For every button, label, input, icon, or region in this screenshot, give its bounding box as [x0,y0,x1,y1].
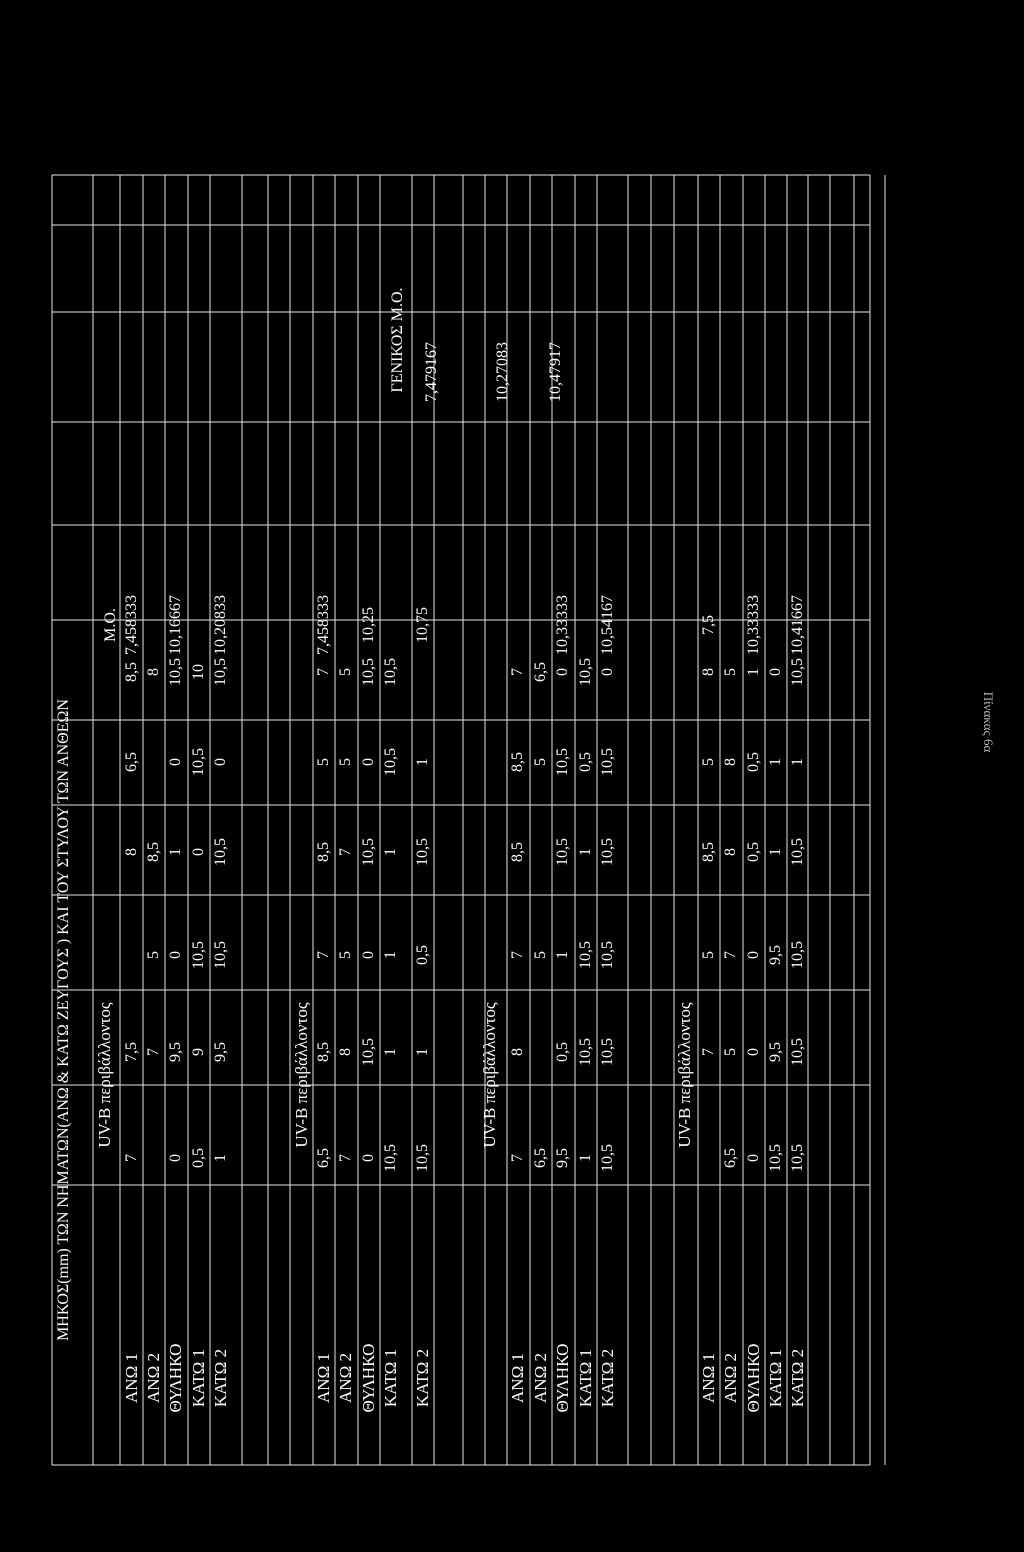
table-cell: 1 [414,758,431,766]
table-cell: 0 [360,1154,377,1162]
table-cell: 1 [382,1048,399,1056]
row-label: ΚΑΤΩ 1 [766,1348,785,1408]
table-cell: 5 [145,951,162,959]
table-cell: 0 [360,758,377,766]
table-cell: 8 [145,668,162,676]
table-cell: 10,5 [554,748,571,776]
table-cell: 7 [315,951,332,959]
table-cell: 1 [382,848,399,856]
mean-cell: 10,20833 [212,595,229,655]
table-cell: 8 [337,1048,354,1056]
table-cell: 10,5 [382,1144,399,1172]
row-label: ΘΥΛΗΚΟ [359,1343,378,1413]
table-cell: 0,5 [414,945,431,965]
table-cell: 10,5 [599,941,616,969]
table-cell: 10,5 [789,658,806,686]
mean-header: Μ.Ο. [102,608,119,642]
table-cell: 8,5 [315,1042,332,1062]
row-label: ΚΑΤΩ 2 [413,1348,432,1408]
table-cell: 5 [337,668,354,676]
table-cell: 10,5 [360,1038,377,1066]
table-cell: 10,5 [167,658,184,686]
group-label: UV-B περιβάλλοντος [675,1002,694,1148]
table-cell: 0,5 [554,1042,571,1062]
row-label: ΑΝΩ 2 [721,1353,740,1403]
row-label: ΑΝΩ 2 [144,1353,163,1403]
table-cell: 10,5 [599,748,616,776]
table-cell: 5 [722,668,739,676]
table-cell: 10,5 [554,838,571,866]
table-cell: 9 [190,1048,207,1056]
table-cell: 8 [722,758,739,766]
table-cell: 8,5 [509,752,526,772]
table-cell: 0 [167,758,184,766]
mean-cell: 10,16667 [167,595,184,655]
table-cell: 0 [190,848,207,856]
table-cell: 8 [509,1048,526,1056]
table-cell: 8,5 [123,662,140,682]
table-cell: 10,5 [789,838,806,866]
table-cell: 7 [315,668,332,676]
row-label: ΘΥΛΗΚΟ [744,1343,763,1413]
mean-cell: 7,5 [700,615,717,635]
table-cell: 10 [190,664,207,680]
table-cell: 0,5 [745,752,762,772]
table-cell: 5 [315,758,332,766]
table-cell: 5 [700,758,717,766]
table-cell: 1 [167,848,184,856]
table-title: ΜΗΚΟΣ(mm) ΤΩΝ ΝΗΜΑΤΩΝ(ΑΝΩ & ΚΑΤΩ ΖΕΥΓΟΥΣ ) ΚΑΙ ΤΟΥ ΣΤΥΛΟΥ ΤΩΝ ΑΝΘΕΩΝ [55,699,72,1341]
table-cell: 5 [700,951,717,959]
table-cell: 7 [509,951,526,959]
table-cell: 6,5 [532,662,549,682]
table-cell: 7 [337,848,354,856]
table-cell: 10,5 [212,658,229,686]
table-cell: 0 [767,668,784,676]
mean-cell: 10,33333 [554,595,571,655]
table-cell: 7 [145,1048,162,1056]
table-cell: 10,5 [360,838,377,866]
group-label: UV-B περιβάλλοντος [95,1002,114,1148]
mean-cell: 10,41667 [789,595,806,655]
table-cell: 1 [577,848,594,856]
mean-cell: 7,458333 [315,595,332,655]
mean-cell: 10,75 [414,607,431,643]
table-cell: 1 [577,1154,594,1162]
table-cell: 1 [745,668,762,676]
table-cell: 10,5 [360,658,377,686]
table-cell: 10,5 [789,941,806,969]
row-label: ΚΑΤΩ 2 [211,1348,230,1408]
table-cell: 6,5 [315,1148,332,1168]
table-cell: 6,5 [532,1148,549,1168]
table-cell: 10,5 [382,658,399,686]
table-cell: 7 [509,1154,526,1162]
group-label: UV-B περιβάλλοντος [480,1002,499,1148]
row-label: ΑΝΩ 1 [508,1353,527,1403]
table-cell: 0,5 [577,752,594,772]
row-label: ΚΑΤΩ 2 [598,1348,617,1408]
table-cell: 10,5 [577,658,594,686]
table-cell: 10,5 [190,748,207,776]
table-cell: 1 [767,848,784,856]
table-cell: 0,5 [745,842,762,862]
general-mean-cell: 10,47917 [547,342,564,402]
row-label: ΑΝΩ 2 [531,1353,550,1403]
table-cell: 10,5 [767,1144,784,1172]
row-label: ΚΑΤΩ 1 [576,1348,595,1408]
table-cell: 1 [789,758,806,766]
table-cell: 10,5 [212,838,229,866]
general-mean-cell: 10,27083 [494,342,511,402]
row-label: ΘΥΛΗΚΟ [553,1343,572,1413]
table-cell: 1 [382,951,399,959]
table-cell: 7 [722,951,739,959]
row-label: ΑΝΩ 1 [314,1353,333,1403]
table-cell: 1 [212,1154,229,1162]
row-label: ΚΑΤΩ 2 [788,1348,807,1408]
table-cell: 6,5 [722,1148,739,1168]
table-cell: 8,5 [145,842,162,862]
table-cell: 0 [745,1048,762,1056]
row-label: ΚΑΤΩ 1 [189,1348,208,1408]
table-cell: 7 [337,1154,354,1162]
table-cell: 8 [700,668,717,676]
row-label: ΑΝΩ 1 [699,1353,718,1403]
table-cell: 7 [700,1048,717,1056]
mean-cell: 10,33333 [745,595,762,655]
table-cell: 7 [123,1154,140,1162]
table-cell: 1 [414,1048,431,1056]
row-label: ΘΥΛΗΚΟ [166,1343,185,1413]
table-cell: 10,5 [414,838,431,866]
table-cell: 10,5 [599,1038,616,1066]
table-cell: 9,5 [554,1148,571,1168]
table-cell: 0 [599,668,616,676]
table-cell: 9,5 [167,1042,184,1062]
table-cell: 0 [167,1154,184,1162]
group-label: UV-B περιβάλλοντος [292,1002,311,1148]
table-cell: 0 [554,668,571,676]
table-cell: 8,5 [509,842,526,862]
row-label: ΑΝΩ 2 [336,1353,355,1403]
table-cell: 5 [337,951,354,959]
table-cell: 9,5 [212,1042,229,1062]
table-cell: 1 [554,951,571,959]
table-cell: 6,5 [123,752,140,772]
table-cell: 0 [212,758,229,766]
table-cell: 0 [360,951,377,959]
table-cell: 5 [532,951,549,959]
table-cell: 0 [745,951,762,959]
table-cell: 10,5 [212,941,229,969]
table-cell: 10,5 [382,748,399,776]
row-label: ΚΑΤΩ 1 [381,1348,400,1408]
table-cell: 0 [167,951,184,959]
table-cell: 9,5 [767,1042,784,1062]
table-cell: 8,5 [700,842,717,862]
general-mean-header: ΓΕΝΙΚΟΣ Μ.Ο. [389,287,406,393]
table-cell: 10,5 [789,1144,806,1172]
general-mean-cell: 7,479167 [423,342,440,402]
table-cell: 7 [509,668,526,676]
table-cell: 10,5 [599,838,616,866]
table-cell: 9,5 [767,945,784,965]
table-cell: 10,5 [414,1144,431,1172]
table-cell: 1 [767,758,784,766]
table-cell: 10,5 [577,941,594,969]
table-cell: 0,5 [190,1148,207,1168]
table-cell: 5 [337,758,354,766]
table-cell: 8 [722,848,739,856]
table-cell: 8,5 [315,842,332,862]
page-caption: Πίνακας 6α [981,691,996,753]
table-cell: 5 [532,758,549,766]
mean-cell: 10,54167 [599,595,616,655]
table-cell: 10,5 [577,1038,594,1066]
table-cell: 8 [123,848,140,856]
table-cell: 10,5 [599,1144,616,1172]
table-cell: 7,5 [123,1042,140,1062]
mean-cell: 10,25 [360,607,377,643]
table-cell: 10,5 [789,1038,806,1066]
table-cell: 5 [722,1048,739,1056]
table-cell: 0 [745,1154,762,1162]
table-cell: 10,5 [190,941,207,969]
row-label: ΑΝΩ 1 [122,1353,141,1403]
mean-cell: 7,458333 [123,595,140,655]
